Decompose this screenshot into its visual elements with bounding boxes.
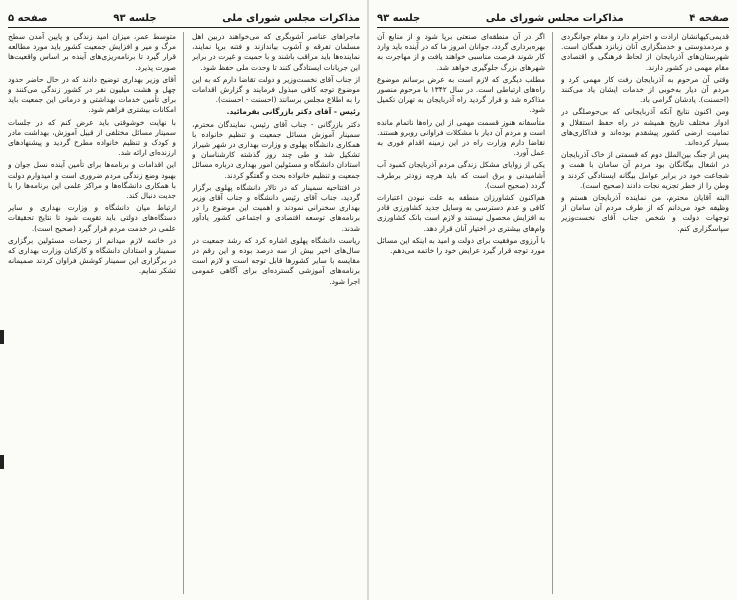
right-page-session: جلسه ۹۳ <box>377 12 421 24</box>
paragraph: ارتباط میان دانشگاه و وزارت بهداری و سایر دستگاه‌های دولتی باید تقویت شود تا نتایج تحقیقات علمی در خدمت مردم قرار گیرد (صحیح است). <box>8 203 176 233</box>
right-page-number: صفحه ۴ <box>689 12 729 24</box>
left-page-title: مذاکرات مجلس شورای ملی <box>222 12 360 24</box>
scan-binding-mark <box>0 330 4 344</box>
left-page-left-column <box>8 32 176 594</box>
paragraph: مطلب دیگری که لازم است به عرض برسانم موضوع راه‌های ارتباطی است. در سال ۱۳۴۲ با مرحوم منصور مذاکره شد و قرار گردید راه آذربایجان به تهران تکمیل شود. <box>377 74 545 115</box>
paragraph: قدیمی‌کیهانشان ارادت و احترام دارد و مقام جوانگردی و مردمدوستی و خدمتگزاری آنان زبانزد همگان است. شهرستان‌های آذربایجان از لحاظ فرهنگی و اقتصادی مقام مهمی در کشور دارند. <box>561 32 729 72</box>
left-page <box>0 0 368 600</box>
left-page-session: جلسه ۹۳ <box>113 12 157 24</box>
paragraph: متوسط عمر، میزان امید زندگی و پایین آمدن سطح مرگ و میر و افزایش جمعیت کشور باید مورد مطالعه قرار گیرد تا برنامه‌ریزی‌های آینده بر اساس واقعیت‌ها صورت پذیرد. <box>8 32 176 72</box>
paragraph: وقتی آن مرحوم به آذربایجان رفت کار مهمی کرد و مردم آن دیار به‌خوبی از خدمات ایشان یاد می‌کنند (احسنت). یادشان گرامی باد. <box>561 74 729 105</box>
right-page-right-column <box>561 32 729 594</box>
paragraph: در خاتمه لازم میدانم از زحمات مسئولین برگزاری سمینار و استادان دانشگاه و کارکنان وزارت بهداری که در برگزاری این سمینار کوشش فراوان کردند صمیمانه تشکر نمایم. <box>8 235 176 276</box>
paragraph: با آرزوی موفقیت برای دولت و امید به اینکه این مسائل مورد توجه قرار گیرد عرایض خود را خاتمه می‌دهم. <box>377 235 545 256</box>
left-column-divider <box>183 32 184 594</box>
paragraph: از جناب آقای نخست‌وزیر و دولت تقاضا دارم که به این موضوع توجه کافی مبذول فرمایند و گزارش اقدامات را به اطلاع مجلس برسانند (احسنت - احسنت). <box>192 74 360 105</box>
paragraph: اگر در آن منطقه‌ای صنعتی برپا شود و از منابع آن بهره‌برداری گردد، جوانان امروز ما که در آینده باید وارد کار شوند فرصت مناسبی خواهند یافت و از مهاجرت به شهرهای بزرگ جلوگیری خواهد شد. <box>377 32 545 72</box>
paragraph: متأسفانه هنوز قسمت مهمی از این راه‌ها ناتمام مانده است و مردم آن دیار با مشکلات فراوانی روبرو هستند. تقاضا دارم وزارت راه در این زمینه اقدام فوری به عمل آورد. <box>377 117 545 158</box>
paragraph: ومن اکنون نتایج آنکه آذربایجانی که بی‌حوصلگی در ادوار مختلف تاریخ همیشه در راه حفظ استقلال و تمامیت ارضی کشور پیشقدم بوده‌اند و فداکاری‌های بسیار کرده‌اند. <box>561 107 729 148</box>
left-page-right-column <box>192 32 360 594</box>
paragraph: یکی از زوایای مشکل زندگی مردم آذربایجان کمبود آب آشامیدنی و برق است که باید هرچه زودتر برطرف گردد (صحیح است). <box>377 160 545 190</box>
paragraph: آقای وزیر بهداری توضیح دادند که در حال حاضر حدود چهل و هشت میلیون نفر در کشور زندگی می‌کنند و برای تأمین خدمات بهداشتی و درمانی این جمعیت باید امکانات بیشتری فراهم شود. <box>8 74 176 115</box>
paragraph: این اقدامات و برنامه‌ها برای تأمین آینده نسل جوان و بهبود وضع زندگی مردم ضروری است و امیدوارم دولت با همکاری دانشگاه‌ها و مراکز علمی این برنامه‌ها را با جدیت دنبال کند. <box>8 160 176 201</box>
left-header-rule <box>8 27 360 28</box>
paragraph: با نهایت خوشوقتی باید عرض کنم که در جلسات سمینار مسائل مختلفی از قبیل آموزش، بهداشت مادر و کودک و تنظیم خانواده مطرح گردید و پیشنهادهای ارزنده‌ای ارائه شد. <box>8 117 176 158</box>
right-header-rule <box>377 27 729 28</box>
scan-binding-mark <box>0 455 4 469</box>
paragraph: پس از جنگ بین‌الملل دوم که قسمتی از خاک آذربایجان در اشغال بیگانگان بود مردم آن سامان با همت و شجاعت خود در برابر عوامل بیگانه ایستادگی کردند و وطن را از خطر تجزیه نجات دادند (صحیح است). <box>561 150 729 190</box>
right-column-divider <box>552 32 553 594</box>
paragraph: ماجراهای عناصر آشوبگری که می‌خواهند دربین اهل مسلمان تفرقه و آشوب بیاندازند و فتنه برپا نمایند، نماینده‌ها باید مراقب باشند و با حمیت و غیرت در برابر این جریانات ایستادگی کنند تا وحدت ملی حفظ شود. <box>192 32 360 72</box>
paragraph: دکتر بازرگانی - جناب آقای رئیس، نمایندگان محترم، سمینار آموزش مسائل جمعیت و تنظیم خانواده با همکاری دانشگاه پهلوی و وزارت بهداری در شهر شیراز تشکیل شد و طی چند روز گذشته کارشناسان و استادان دانشگاه و مسئولین امور بهداری درباره مسائل جمعیت و تنظیم خانواده بحث و گفتگو کردند. <box>192 119 360 180</box>
paragraph: هم‌اکنون کشاورزان منطقه به علت نبودن اعتبارات کافی و عدم دسترسی به وسایل جدید کشاورزی قادر به افزایش محصول نیستند و لازم است بانک کشاورزی وام‌های بیشتری در اختیار آنان قرار دهد. <box>377 193 545 233</box>
paragraph: در افتتاحیه سمینار که در تالار دانشگاه پهلوی برگزار گردید، جناب آقای رئیس دانشگاه و جناب آقای وزیر بهداری سخنرانی نمودند و اهمیت این موضوع را در برنامه‌های توسعه اقتصادی و اجتماعی کشور یادآور شدند. <box>192 182 360 233</box>
right-page-left-column <box>377 32 545 594</box>
right-page <box>369 0 737 600</box>
left-page-header <box>8 10 360 26</box>
paragraph: البته آقایان محترم، من نماینده آذربایجان هستم و وظیفه خود می‌دانم که از طرف مردم آن سامان از توجهات دولت و شخص جناب آقای نخست‌وزیر سپاسگزاری کنم. <box>561 193 729 233</box>
paragraph: ریاست دانشگاه پهلوی اشاره کرد که رشد جمعیت در سال‌های اخیر بیش از سه درصد بوده و این رقم در مقایسه با سایر کشورها قابل توجه است و لازم است برنامه‌های آموزشی گسترده‌ای برای آگاهی عمومی اجرا شود. <box>192 235 360 286</box>
left-page-number: صفحه ۵ <box>8 12 48 24</box>
right-page-header <box>377 10 729 26</box>
speaker-line: رئیس - آقای دکتر بازرگانی بفرمائید. <box>226 107 360 117</box>
right-page-title: مذاکرات مجلس شورای ملی <box>485 12 624 24</box>
